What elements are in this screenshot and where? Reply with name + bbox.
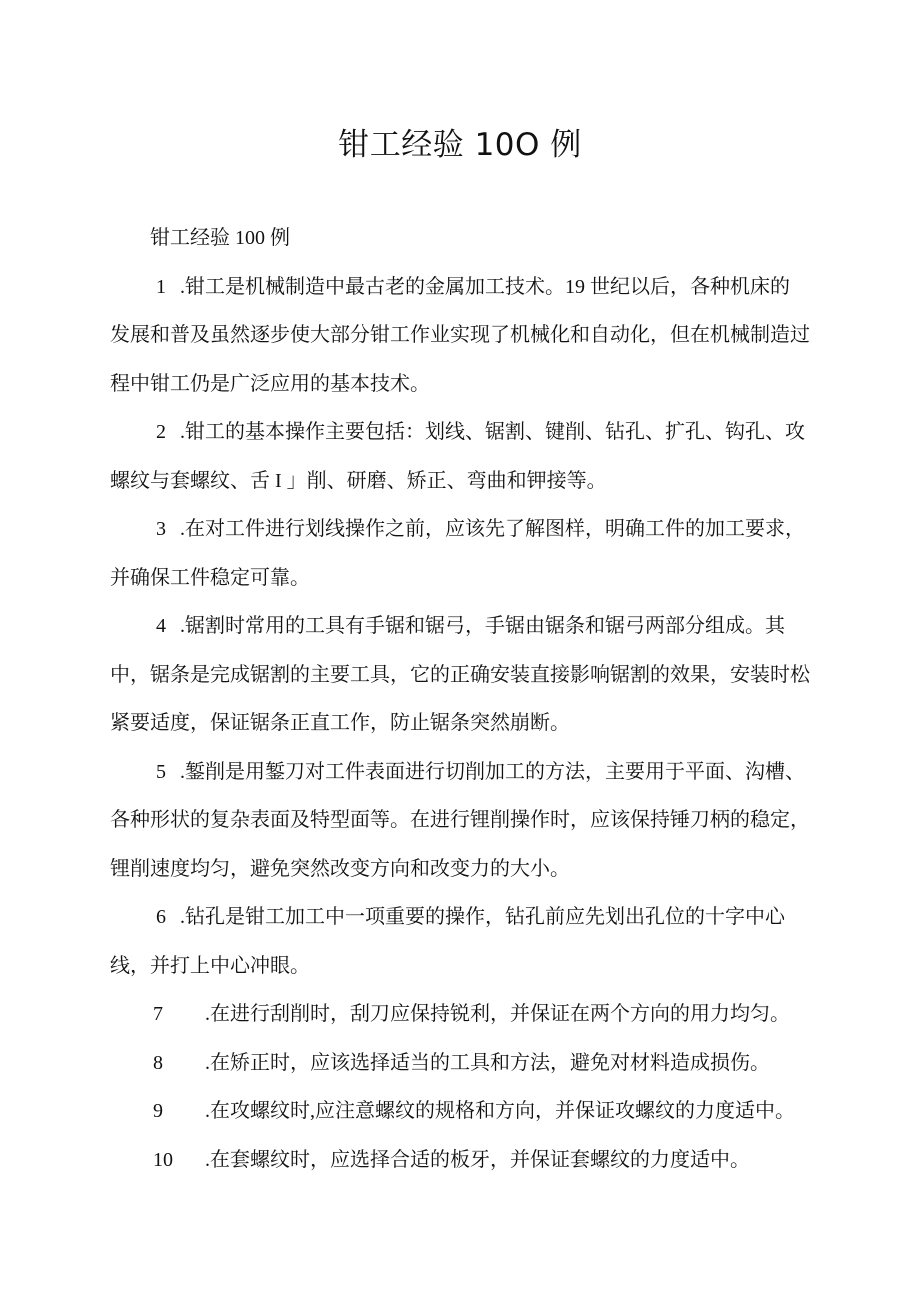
paragraph-number: 6 — [156, 906, 166, 928]
paragraph-number: 4 — [156, 615, 166, 637]
document-title: 钳工经验 10O 例 — [338, 127, 582, 163]
paragraph-line: 并确保工件稳定可靠。 — [110, 566, 310, 589]
item-number: 7 — [153, 1003, 163, 1025]
paragraph-5 — [110, 748, 830, 894]
paragraph-line — [110, 505, 830, 554]
item-text: .在套螺纹时，应选择合适的板牙，并保证套螺纹的力度适中。 — [205, 1148, 750, 1171]
paragraph-2 — [110, 408, 830, 505]
document-subtitle: 钳工经验 100 例 — [150, 227, 290, 249]
item-text: .在矫正时，应该选择适当的工具和方法，避免对材料造成损伤。 — [205, 1051, 770, 1074]
paragraph-line — [110, 602, 830, 651]
list-item-9 — [110, 1087, 830, 1136]
paragraph-1 — [110, 263, 830, 409]
paragraph-text: .钳工是机械制造中最古老的金属加工技术。19 世纪以后，各种机床的 — [180, 275, 790, 298]
paragraph-number: 1 — [156, 275, 166, 298]
paragraph-text: .在对工件进行划线操作之前，应该先了解图样，明确工件的加工要求， — [180, 518, 805, 540]
paragraph-text: .锯割时常用的工具有手锯和锯弓，手锯由锯条和锯弓两部分组成。其 — [180, 615, 785, 637]
paragraph-line: 发展和普及虽然逐步使大部分钳工作业实现了机械化和自动化，但在机械制造过 — [110, 324, 810, 346]
document-body — [110, 214, 830, 1184]
paragraph-line: 螺纹与套螺纹、舌 I 」削、研磨、矫正、弯曲和钾接等。 — [110, 469, 607, 492]
item-number: 8 — [153, 1051, 163, 1074]
list-item-10 — [110, 1136, 830, 1185]
paragraph-line: 程中钳工仍是广泛应用的基本技术。 — [110, 372, 430, 395]
paragraph-text: .钳工的基本操作主要包括：划线、锯割、键削、钻孔、扩孔、钩孔、攻 — [180, 421, 805, 443]
item-text: .在进行刮削时，刮刀应保持锐利，并保证在两个方向的用力均匀。 — [205, 1003, 790, 1025]
paragraph-line: 线，并打上中心冲眼。 — [110, 954, 310, 977]
paragraph-number: 5 — [156, 760, 166, 783]
paragraph-line: 中，锯条是完成锯割的主要工具，它的正确安装直接影响锯割的效果，安装时松 — [110, 663, 810, 686]
paragraph-line — [110, 263, 830, 312]
list-item-8 — [110, 1039, 830, 1088]
paragraph-line — [110, 748, 830, 797]
paragraph-4 — [110, 602, 830, 748]
paragraph-line: 紧要适度，保证锯条正直工作，防止锯条突然崩断。 — [110, 712, 570, 734]
paragraph-text: .錾削是用錾刀对工件表面进行切削加工的方法，主要用于平面、沟槽、 — [180, 760, 805, 783]
item-number: 10 — [153, 1148, 173, 1171]
paragraph-line — [110, 893, 830, 942]
paragraph-3 — [110, 505, 830, 602]
paragraph-line: 锂削速度均匀，避免突然改变方向和改变力的大小。 — [110, 857, 570, 880]
paragraph-number: 3 — [156, 518, 166, 540]
paragraph-line: 各种形状的复杂表面及特型面等。在进行锂削操作时，应该保持锤刀柄的稳定， — [110, 809, 810, 831]
paragraph-line — [110, 408, 830, 457]
paragraph-text: .钻孔是钳工加工中一项重要的操作，钻孔前应先划出孔位的十字中心 — [180, 906, 785, 928]
list-item-7 — [110, 990, 830, 1039]
item-number: 9 — [153, 1100, 163, 1122]
paragraph-number: 2 — [156, 421, 166, 443]
paragraph-6 — [110, 893, 830, 990]
item-text: .在攻螺纹时,应注意螺纹的规格和方向，并保证攻螺纹的力度适中。 — [205, 1100, 795, 1122]
